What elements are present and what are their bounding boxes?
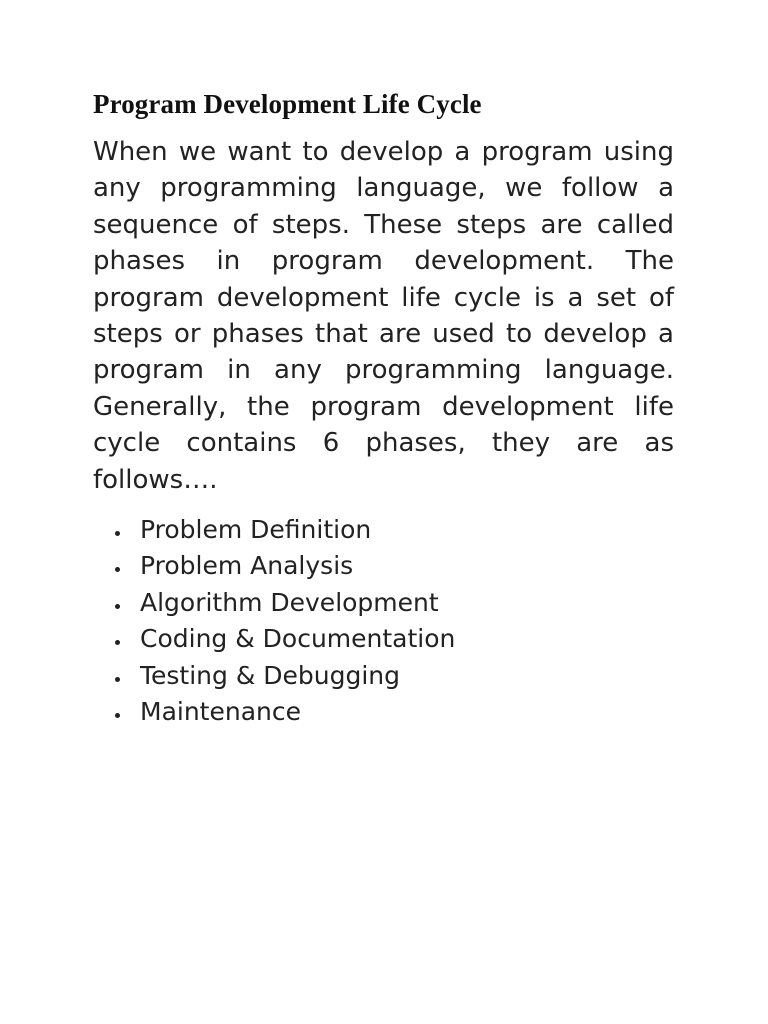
list-item-problem-analysis bbox=[93, 548, 674, 584]
document-title: Program Development Life Cycle bbox=[93, 89, 482, 119]
bullet-icon bbox=[115, 567, 120, 572]
list-item-label: Testing & Debugging bbox=[140, 660, 401, 690]
bullet-icon bbox=[115, 677, 120, 682]
phases-list bbox=[93, 512, 674, 730]
list-item-label: Coding & Documentation bbox=[140, 624, 456, 654]
list-item-label: Problem Definition bbox=[140, 515, 372, 545]
list-item-label: Algorithm Development bbox=[140, 587, 439, 617]
bullet-icon bbox=[115, 531, 120, 536]
bullet-icon bbox=[115, 640, 120, 645]
list-item-coding-documentation bbox=[93, 621, 674, 657]
bullet-icon bbox=[115, 604, 120, 609]
list-item-problem-definition bbox=[93, 512, 674, 548]
list-item-maintenance bbox=[93, 694, 674, 730]
intro-paragraph: When we want to develop a program using any programming language, we follow a sequence of steps. These steps are called phases in program development. The program development life cycle is a set of steps or phases that are used to develop a program in any programming language. Generally, the program development life cycle contains 6 phases, they are as follows…. bbox=[93, 137, 674, 495]
bullet-icon bbox=[115, 713, 120, 718]
list-item-label: Problem Analysis bbox=[140, 551, 354, 581]
list-item-label: Maintenance bbox=[140, 697, 301, 727]
document-page bbox=[93, 86, 674, 731]
list-item-testing-debugging bbox=[93, 658, 674, 694]
list-item-algorithm-development bbox=[93, 585, 674, 621]
